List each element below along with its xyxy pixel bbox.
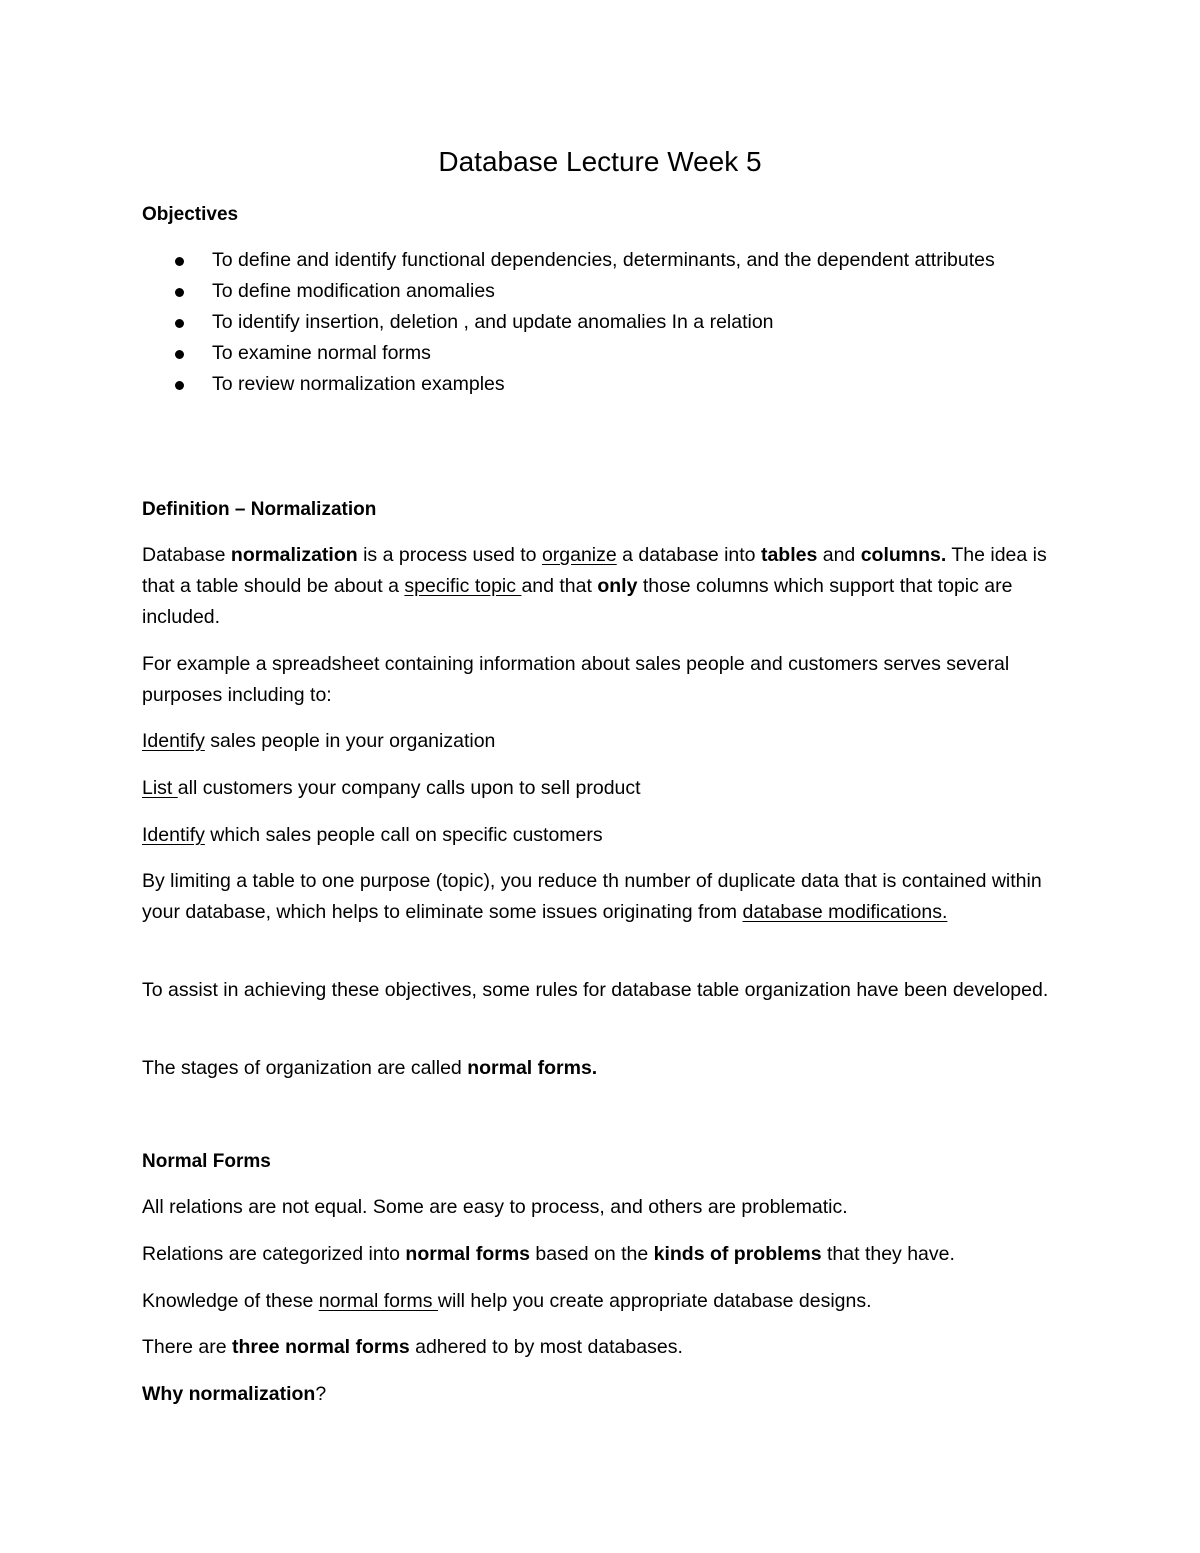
paragraph-rules: To assist in achieving these objectives, some rules for database table organization have been developed. <box>142 979 1049 1001</box>
paragraph-relations-not-equal: All relations are not equal. Some are easy to process, and others are problematic. <box>142 1196 848 1218</box>
paragraph-identify-calls: Identify which sales people call on specific customers <box>142 824 603 846</box>
normal-forms-heading: Normal Forms <box>142 1151 271 1172</box>
list-item: To identify insertion, deletion , and update anomalies In a relation <box>142 307 1067 338</box>
bullet-icon <box>175 288 184 297</box>
paragraph-three-forms: There are three normal forms adhered to by most databases. <box>142 1336 683 1358</box>
paragraph-categorized: Relations are categorized into normal forms based on the kinds of problems that they have. <box>142 1243 955 1265</box>
objectives-list <box>142 245 1067 400</box>
paragraph-list-customers: List all customers your company calls upon to sell product <box>142 777 641 799</box>
objectives-heading: Objectives <box>142 204 239 225</box>
list-item: To review normalization examples <box>142 369 1067 400</box>
list-item: To examine normal forms <box>142 338 1067 369</box>
page-title: Database Lecture Week 5 <box>438 146 762 177</box>
definition-heading: Definition – Normalization <box>142 499 377 520</box>
bullet-icon <box>175 381 184 390</box>
list-item: To define and identify functional dependencies, determinants, and the dependent attributes <box>142 245 1067 276</box>
paragraph-limiting: By limiting a table to one purpose (topic), you reduce th number of duplicate data that is contained within your database, which helps to eliminate some issues originating from database modifications. <box>142 870 1042 923</box>
bullet-icon <box>175 319 184 328</box>
bullet-icon <box>175 350 184 359</box>
paragraph-stages: The stages of organization are called normal forms. <box>142 1057 598 1079</box>
list-item: To define modification anomalies <box>142 276 1067 307</box>
paragraph-example: For example a spreadsheet containing information about sales people and customers serves several purposes including to: <box>142 653 1010 706</box>
paragraph-why: Why normalization? <box>142 1383 327 1405</box>
paragraph-normalization: Database normalization is a process used to organize a database into tables and columns. The idea is that a table should be about a specific topic and that only those columns which support that topic are included. <box>142 544 1047 628</box>
bullet-icon <box>175 257 184 266</box>
paragraph-identify-sales: Identify sales people in your organization <box>142 730 496 752</box>
paragraph-knowledge: Knowledge of these normal forms will help you create appropriate database designs. <box>142 1290 872 1312</box>
